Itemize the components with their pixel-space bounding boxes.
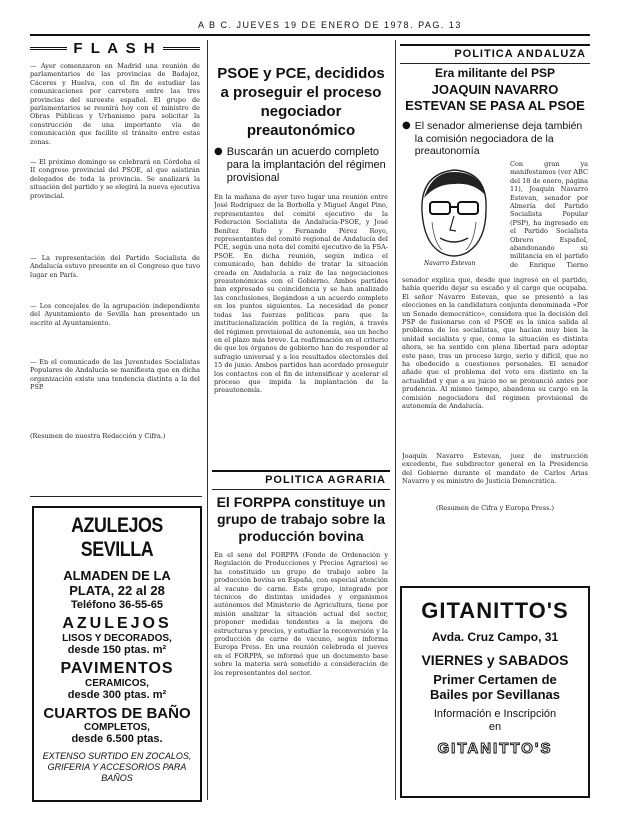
column-rule-1 (207, 40, 208, 800)
navarro-body: senador explica que, desde que ingresó en el partido, había querido dejar su escaño y el cargo que ocupaba. El señor Navarro Estevan, que se presentó a las elecciones en la candidatura conjunta denominada «Por un Senado democrático», considera que la decisión del PSP de fusionarse con el PSOE es la única salida al problema de los socialistas, que hacían muy bien la unidad socialista y que, como la situación es distinta ahora, se ha sentido con plena libertad para adoptar este paso, tras un proceso largo, serio y difícil, que no ha obedecido a cuestiones personales. El senador añade que el problema del voto era distinto en la actualidad y que a su juicio no se pronunció antes por prudencia. Al mismo tiempo, abandona su cargo en la comisión negociadora del régimen provisional de autonomía de Andalucía. (402, 276, 588, 411)
ad-pavimentos-desc: CERAMICOS, (85, 678, 149, 689)
portrait-caption: Navarro Estevan (424, 260, 476, 267)
ad-pavimentos-price: desde 300 ptas. m² (67, 689, 167, 701)
navarro-headline: JOAQUIN NAVARRO ESTEVAN SE PASA AL PSOE (405, 82, 585, 113)
flash-item-5: — En el comunicado de las Juventudes Socialistas Populares de Andalucía se manifiesta que en dicha organización existe una tendencia distinta a la del PSP. (30, 358, 200, 392)
ad-azulejos-footer: EXTENSO SURTIDO EN ZOCALOS, GRIFERIA Y ACCESORIOS PARA BAÑOS (42, 751, 192, 783)
column-rule-2 (395, 40, 396, 800)
ad-azulejos-desc: LISOS Y DECORADOS, (62, 633, 172, 644)
ad-gitanittos-event-1: Primer Certamen de (433, 672, 557, 687)
navarro-credit: (Resumen de Cifra y Europa Press.) (435, 504, 555, 512)
psoe-pce-headline: PSOE y PCE, decididos a proseguir el proceso negociador preautonómico (217, 65, 385, 139)
navarro-body-side: Con gran ya manifestamos (ver ABC del 18 de enero, página 11), Joaquín Navarro Estevan, senador por Almería del Partido Socialista Popular (PSP), ha ingresado en el Partido Socialista Obrero Español, abandonando su militancia en el partido de Enrique Tierno (510, 160, 588, 269)
navarro-lead: El senador almeriense deja también la comisión negociadora de la preautonomía (414, 120, 583, 157)
navarro-profile: Joaquín Navarro Estevan, juez de instrucción excedente, fue subdirector general en la Presidencia del Gobierno durante el mandato de Carlos Arias Navarro y es ministro de Justicia Democrática. (402, 452, 588, 486)
forppa-article (214, 494, 388, 791)
flash-item-1: — Ayer comenzaron en Madrid una reunión de parlamentarios de las provincias de Badajoz, Cáceres y Huelva, con el fin de estudiar las comunicaciones por carretera entre las tres provincias del suroeste español. El grupo de parlamentarios se reunirá hoy con el ministro de Obras Públicas y Urbanismo para solicitar la construcción de una importante vía de comunicación que facilite el tránsito entre estas zonas. (30, 62, 200, 146)
flash-rule-right (163, 47, 200, 50)
flash-item-4: — Los concejales de la agrupación independiente del Ayuntamiento de Sevilla han presentado un escrito al Ayuntamiento. (30, 302, 200, 327)
flash-rule-left (30, 47, 67, 50)
psoe-pce-lead: Buscarán un acuerdo completo para la implantación del régimen provisional (226, 146, 386, 184)
agraria-section-header: POLITICA AGRARIA (265, 474, 386, 486)
andaluza-bottom-rule (400, 63, 590, 64)
ad-banos-title: CUARTOS DE BAÑO (43, 705, 191, 722)
ad-gitanittos (400, 586, 590, 798)
flash-column (30, 40, 200, 492)
andaluza-section-header: POLITICA ANDALUZA (454, 48, 586, 60)
ad-pavimentos-title: PAVIMENTOS (60, 660, 174, 677)
bullet-icon: ● (402, 120, 411, 131)
ad-banos-price: desde 6.500 ptas. (71, 733, 163, 745)
ad-gitanittos-event-2: Bailes por Sevillanas (429, 687, 561, 702)
ad-azulejos-price: desde 150 ptas. m² (67, 644, 167, 656)
navarro-kicker: Era militante del PSP (434, 66, 556, 80)
agraria-top-rule (212, 470, 390, 472)
flash-header (30, 40, 200, 57)
psoe-pce-body: En la mañana de ayer tuvo lugar una reunión entre José Rodríguez de la Borbolla y Miguel Ángel Pino, representantes del comité ejecutivo de la Federación Socialista de Andalucía-PSOE, y José Benítez Rufo y Fernando Pérez Royo, representantes del comité regional de Andalucía del PCE, según una nota del comité ejecutivo de la FSA-PSOE. En dicha reunión, según indica el comunicado, han debido de tratar la situación creada en Andalucía a raíz de las negociaciones preautonómicas con el Gobierno. Ambos partidos han expresado su coincidencia y se han analizado las conclusiones, llegándose a un acuerdo completo en los puntos siguientes. La necesidad de poner todas las fuerzas políticas para que la institucionalización política de la región, a través del régimen provisional de autonomía, sea un hecho en el plazo más breve. La reafirmación en el criterio de que los órganos de gobierno han de responder al sufragio universal y a los resultados electorales del 15 de junio. Ambos partidos han acordado proseguir los contactos con el fin de intensificar y acelerar el proceso que impida la implantación de la preautonomía. (214, 193, 388, 395)
ad-azulejos-sevilla (32, 506, 202, 802)
ad-azulejos-name: AZULEJOS SEVILLA (71, 514, 163, 561)
navarro-portrait (402, 152, 506, 272)
navarro-article (402, 66, 588, 158)
ad-banos-desc: COMPLETOS, (84, 722, 150, 733)
flash-bottom-rule (30, 496, 202, 497)
andaluza-top-rule (400, 44, 590, 46)
ad-gitanittos-address: Avda. Cruz Campo, 31 (431, 630, 559, 644)
page-folio: A B C. JUEVES 19 DE ENERO DE 1978. PAG. 13 (198, 20, 462, 30)
ad-gitanittos-name: GITANITTO'S (421, 598, 569, 623)
psoe-pce-article (214, 64, 388, 418)
ad-gitanittos-logo: GITANITTO'S (437, 740, 553, 757)
ad-gitanittos-info: Información e Inscripción en (433, 708, 557, 733)
bullet-icon: ● (214, 146, 223, 157)
portrait-sketch-icon (402, 152, 506, 272)
ad-azulejos-phone: Teléfono 36-55-65 (70, 599, 164, 611)
ad-azulejos-title: AZULEJOS (62, 615, 172, 632)
agraria-bottom-rule (212, 489, 390, 490)
psoe-pce-lead-row (214, 146, 388, 185)
ad-gitanittos-days: VIERNES y SABADOS (421, 652, 569, 668)
flash-item-3: — La representación del Partido Socialista de Andalucía estuvo presente en el Congreso que tuvo lugar en París. (30, 254, 200, 279)
forppa-headline: El FORPPA constituye un grupo de trabajo sobre la producción bovina (216, 494, 386, 544)
ad-azulejos-address: ALMADEN DE LA PLATA, 22 al 28 (63, 568, 171, 598)
header-rule (30, 34, 590, 36)
flash-item-2: — El próximo domingo se celebrará en Córdoba el II congreso provincial del PSOE, al que asistirán delegados de toda la provincia. Se analizará la situación del partido y se elegirá la nueva ejecutiva provincial. (30, 158, 200, 200)
flash-credit: (Resumen de nuestra Redacción y Cifra.) (30, 432, 166, 440)
forppa-body: En el seno del FORPPA (Fondo de Ordenación y Regulación de Producciones y Precios Agrarios) se ha constituido un grupo de trabajo sobre la producción bovina en España, con especial atención al vacuno de carne. Este grupo, integrado por técnicos de distintas unidades y organismos autónomos del Ministerio de Agricultura, tiene por misión analizar la situación actual del sector, proponer medidas tendentes a la mejora de estructuras y precios, y estudiar la reconversión y la producción de carne de vacuno, según informa Europa Press. En una reunión celebrada el jueves en el FORPPA, se informó que un documento base sobre la materia será sometido a consideración de los representantes del sector. (214, 551, 388, 677)
flash-title: F L A S H (73, 40, 157, 57)
